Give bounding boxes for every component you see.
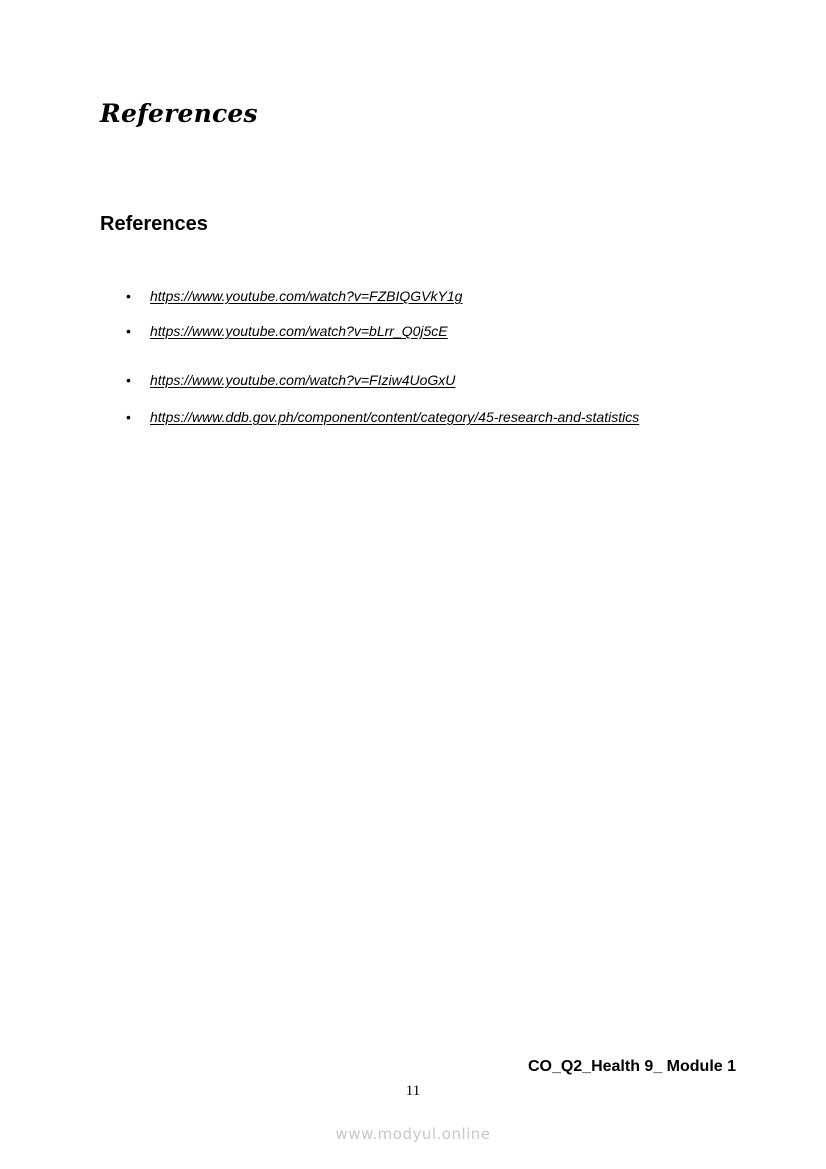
bullet-icon: •: [126, 409, 131, 425]
reference-link[interactable]: https://www.youtube.com/watch?v=bLrr_Q0j5cE: [150, 323, 448, 339]
reference-list-item: [126, 286, 462, 306]
page-title: References: [100, 99, 258, 128]
page-number: 11: [405, 1083, 421, 1099]
bullet-icon: •: [126, 323, 131, 339]
reference-list-item: [126, 370, 455, 390]
footer-module-label: CO_Q2_Health 9_ Module 1: [527, 1058, 736, 1075]
reference-list-item: [126, 321, 448, 341]
watermark: www.modyul.online: [335, 1125, 491, 1143]
bullet-icon: •: [126, 372, 131, 388]
bullet-icon: •: [126, 288, 131, 304]
reference-link[interactable]: https://www.youtube.com/watch?v=FIziw4UoGxU: [150, 372, 456, 388]
reference-link[interactable]: https://www.ddb.gov.ph/component/content/category/45-research-and-statistics: [150, 409, 640, 425]
reference-link[interactable]: https://www.youtube.com/watch?v=FZBIQGVkY1g: [150, 288, 463, 304]
section-heading: References: [100, 213, 208, 235]
reference-list-item: [126, 407, 639, 427]
